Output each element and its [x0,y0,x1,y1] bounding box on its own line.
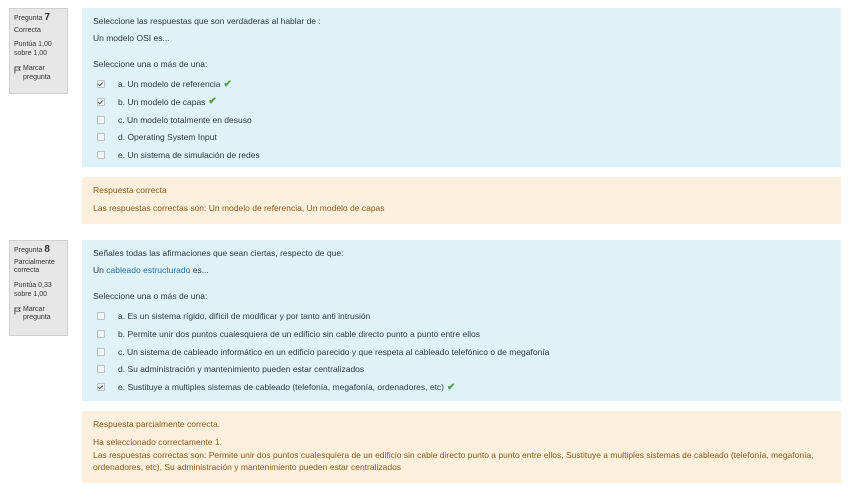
check-icon: ✔ [447,381,456,393]
answer-option[interactable] [93,146,830,164]
answer-checkbox[interactable] [97,348,105,356]
flag-label-line1: Marcar [23,64,45,72]
answer-option-label: a. Un modelo de referencia [118,79,221,90]
question-feedback-7 [82,177,841,224]
question-label: Pregunta [14,15,43,22]
answer-option-label: d. Operating System Input [118,132,217,143]
flag-label-line2: pregunta [23,73,51,81]
answer-checkbox[interactable] [97,133,105,141]
question-grade-line2: sobre 1,00 [14,290,48,298]
question-text: Seleccione las respuestas que son verdaderas al hablar de : [93,16,321,26]
question-number [14,12,63,25]
question-subtext-prefix: Un [93,265,107,276]
question-label: Pregunta [14,247,43,254]
flag-question-link[interactable] [14,65,63,83]
flag-label-line1: Marcar [23,305,45,313]
answer-option-label: c. Un modelo totalmente en desuso [118,114,252,125]
flag-question-link[interactable] [14,306,63,324]
feedback-selected-count: Ha seleccionado correctamente 1. [93,437,222,448]
answer-prompt: Seleccione una o más de una: [93,291,208,302]
feedback-title: Respuesta parcialmente correcta. [93,419,221,429]
question-subtext: Un modelo OSI es... [93,33,170,44]
question-info-8 [9,240,68,336]
check-icon: ✔ [208,96,217,108]
question-content-7 [82,8,841,167]
answer-option[interactable] [93,129,830,147]
answer-option[interactable] [93,343,830,361]
answer-option[interactable] [93,325,830,343]
answer-option-label: c. Un sistema de cableado informático en un edificio parecido y que respeta al cableado telefónico o de megafonía [118,346,550,357]
answer-option-label: b. Permite unir dos puntos cualesquiera de un edificio sin cable directo punto a punto entre ellos [118,328,480,339]
feedback-title: Respuesta correcta [93,185,167,195]
check-icon: ✔ [223,78,232,90]
answer-option[interactable] [93,361,830,379]
question-state-line1: Parcialmente [14,258,55,266]
question-number-value: 8 [44,244,50,255]
question-grade-line1: Puntúa 0,33 [14,282,52,289]
question-subtext [93,265,830,275]
answer-option[interactable] [93,111,830,129]
answer-option[interactable] [93,75,830,93]
answer-checkbox[interactable] [97,80,105,88]
answer-checkbox[interactable] [97,151,105,159]
question-info-7 [9,8,68,94]
answer-checkbox[interactable] [97,312,105,320]
question-subtext-suffix: es... [190,265,209,276]
question-state-line2: correcta [14,267,40,275]
question-number [14,244,63,257]
answer-prompt: Seleccione una o más de una: [93,59,208,70]
flag-icon [14,307,21,315]
answer-checkbox[interactable] [97,383,105,391]
feedback-correct-answers: Las respuestas correctas son: Permite unir dos puntos cualesquiera de un edificio sin cable directo punto a punto entre ellos, Sustituye a multiples sistemas de cableado (telefonía, megafonía, ordenadores, etc), Su administración y mantenimiento pueden estar centralizados [93,449,814,473]
question-feedback-8 [82,411,841,483]
answer-option-label: a. Es un sistema rígido, difícil de modificar y por tanto anti intrusión [118,311,371,322]
question-number-value: 7 [44,12,50,23]
answer-option-label: e. Sustituye a multiples sistemas de cableado (telefonía, megafonía, ordenadores, etc) [118,382,445,393]
answer-option-label: e. Un sistema de simulación de redes [118,150,260,161]
flag-icon [14,66,21,74]
feedback-correct-answers: Las respuestas correctas son: Un modelo de referencia, Un modelo de capas [93,203,385,214]
term-link[interactable]: cableado estructurado [106,265,191,276]
answer-option[interactable] [93,378,830,396]
answer-checkbox[interactable] [97,330,105,338]
answer-checkbox[interactable] [97,98,105,106]
question-grade-line1: Puntúa 1,00 [14,41,52,49]
question-text: Señales todas las afirmaciones que sean ciertas, respecto de que: [93,248,344,258]
question-state: Correcta [14,26,41,34]
answer-checkbox[interactable] [97,365,105,373]
answer-option[interactable] [93,93,830,111]
answer-option[interactable] [93,307,830,325]
question-grade-line2: sobre 1,00 [14,50,48,57]
answer-option-label: d. Su administración y mantenimiento pueden estar centralizados [118,364,365,375]
question-content-8 [82,240,841,401]
answer-option-label: b. Un modelo de capas [118,96,206,107]
flag-label-line2: pregunta [23,314,51,322]
answer-checkbox[interactable] [97,116,105,124]
